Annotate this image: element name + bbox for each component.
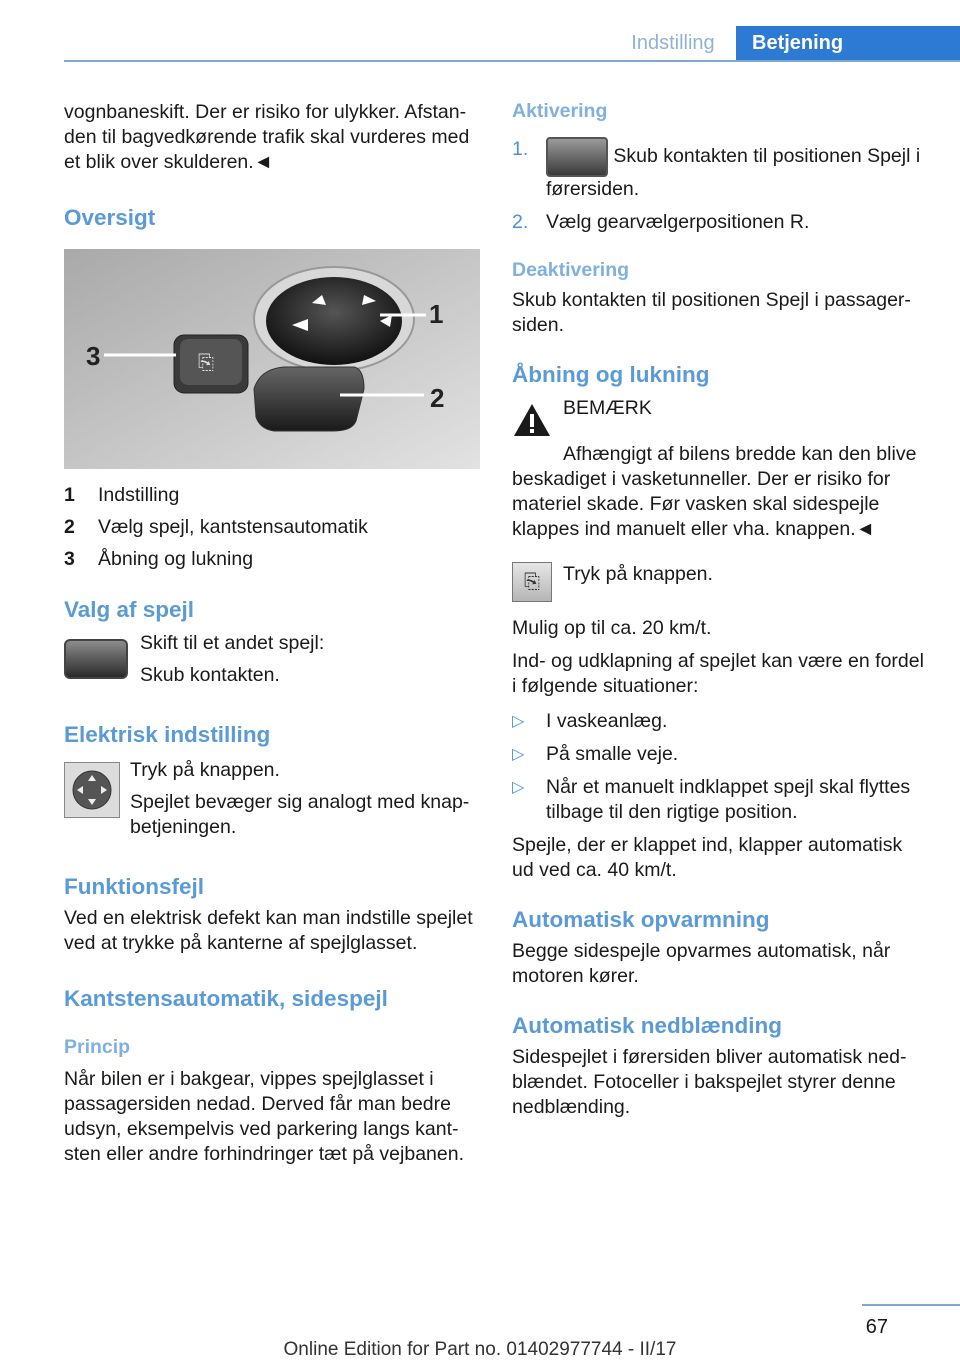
step-text: Skub kontakten til positionen Spejl i førersiden.: [546, 145, 921, 200]
heading-opvarmning: Automatisk opvarmning: [512, 907, 770, 932]
mirror-controls-figure: [64, 249, 480, 469]
list-item: [512, 775, 928, 825]
heading-aktivering: Aktivering: [512, 100, 608, 122]
list-item-text: På smalle veje.: [546, 743, 679, 765]
elektrisk-row: [64, 758, 480, 840]
header-tab-betjening: Betjening: [736, 26, 960, 60]
footer-rule: [862, 1304, 960, 1306]
step-number: 2.: [512, 211, 529, 233]
mirror-switch-icon: [64, 639, 128, 679]
legend-text: Indstilling: [98, 484, 180, 506]
heading-nedblaending: Automatisk nedblænding: [512, 1013, 782, 1038]
footer-edition: Online Edition for Part no. 01402977744 - II/17: [283, 1339, 677, 1360]
left-column: [64, 100, 480, 1167]
heading-kantsten: Kantstensautomatik, sidespejl: [64, 986, 388, 1011]
elektrisk-line-2: Spejlet bevæger sig analogt med knapbetjeningen.: [130, 791, 470, 838]
page-number: 67: [865, 1316, 888, 1338]
header-rule: [64, 60, 960, 62]
heading-oversigt: Oversigt: [64, 205, 156, 230]
figure-label-3: 3: [86, 341, 101, 371]
mirror-fold-icon: ⎘: [512, 562, 552, 602]
valg-line-1: Skift til et andet spejl:: [140, 632, 325, 654]
spejle-ind-text: Spejle, der er klappet ind, klapper automatisk ud ved ca. 40 km/t.: [512, 834, 903, 881]
legend-item: [64, 543, 480, 575]
svg-text:⎘: ⎘: [198, 350, 214, 374]
heading-princip: Princip: [64, 1036, 131, 1058]
bullet-icon: ▷: [512, 746, 525, 763]
mirror-switch-icon: [546, 137, 608, 177]
elektrisk-line-1: Tryk på knappen.: [130, 759, 280, 781]
legend-item: [64, 479, 480, 511]
mirror-adjust-icon: [64, 762, 120, 818]
ind-ud-text: Ind- og udklapning af spejlet kan være en fordel i følgende situationer:: [512, 650, 924, 697]
right-column: [512, 100, 928, 1120]
step-item: [512, 137, 928, 202]
warning-icon: [512, 402, 552, 438]
situations-list: [512, 709, 928, 825]
deaktivering-text: Skub kontakten til positionen Spejl i passagersiden.: [512, 289, 911, 336]
legend-text: Vælg spejl, kantstensautomatik: [98, 516, 368, 538]
legend-num: 1: [64, 484, 75, 506]
step-number: 1.: [512, 138, 529, 160]
valg-line-2: Skub kontakten.: [140, 664, 280, 686]
list-item-text: Når et manuelt indklappet spejl skal flyttes tilbage til den rigtige position.: [546, 776, 911, 823]
figure-label-1: 1: [429, 299, 444, 329]
legend-num: 3: [64, 548, 75, 570]
note-text: Afhængigt af bilens bredde kan den blive beskadiget i vasketunneller. Der er risiko for materiel skade. Før vasken skal sidespejle klappes ind manuelt eller vha. knappen.◄: [512, 443, 917, 540]
aktivering-steps: [512, 137, 928, 235]
nedblaending-text: Sidespejlet i førersiden bliver automatisk nedblændet. Fotoceller i bakspejlet styrer denne nedblænding.: [512, 1046, 907, 1118]
heading-elektrisk: Elektrisk indstilling: [64, 722, 271, 747]
heading-funktionsfejl: Funktionsfejl: [64, 874, 204, 899]
list-item: [512, 709, 928, 734]
bullet-icon: ▷: [512, 779, 525, 796]
heading-deaktivering: Deaktivering: [512, 259, 630, 281]
note-title: BEMÆRK: [563, 397, 652, 419]
legend-item: [64, 511, 480, 543]
header-tab-indstilling: Indstilling: [631, 32, 715, 54]
tryk-text: Tryk på knappen.: [563, 563, 713, 585]
legend-text: Åbning og lukning: [98, 548, 254, 570]
figure-label-2: 2: [430, 383, 445, 413]
step-text: Vælg gearvælgerpositionen R.: [546, 211, 810, 233]
bullet-icon: ▷: [512, 713, 525, 730]
mulig-text: Mulig op til ca. 20 km/t.: [512, 617, 712, 639]
step-item: [512, 210, 928, 235]
legend-num: 2: [64, 516, 75, 538]
intro-text: vognbaneskift. Der er risiko for ulykker. Afstanden til bagvedkørende trafik skal vurderes med et blik over skulderen.◄: [64, 101, 470, 173]
heading-aabning: Åbning og lukning: [512, 362, 710, 387]
list-item: [512, 742, 928, 767]
note-row: [512, 396, 928, 438]
list-item-text: I vaskeanlæg.: [546, 710, 668, 732]
opvarmning-text: Begge sidespejle opvarmes automatisk, når motoren kører.: [512, 940, 891, 987]
heading-valg-af-spejl: Valg af spejl: [64, 597, 195, 622]
valg-row: [64, 631, 480, 688]
funktionsfejl-text: Ved en elektrisk defekt kan man indstille spejlet ved at trykke på kanterne af spejlglasset.: [64, 907, 473, 954]
princip-text: Når bilen er i bakgear, vippes spejlglasset i passagersiden nedad. Derved får man bedre udsyn, eksempelvis ved parkering langs kantsten eller andre forhindringer tæt på vejbanen.: [64, 1068, 464, 1165]
fold-row: [512, 562, 928, 602]
